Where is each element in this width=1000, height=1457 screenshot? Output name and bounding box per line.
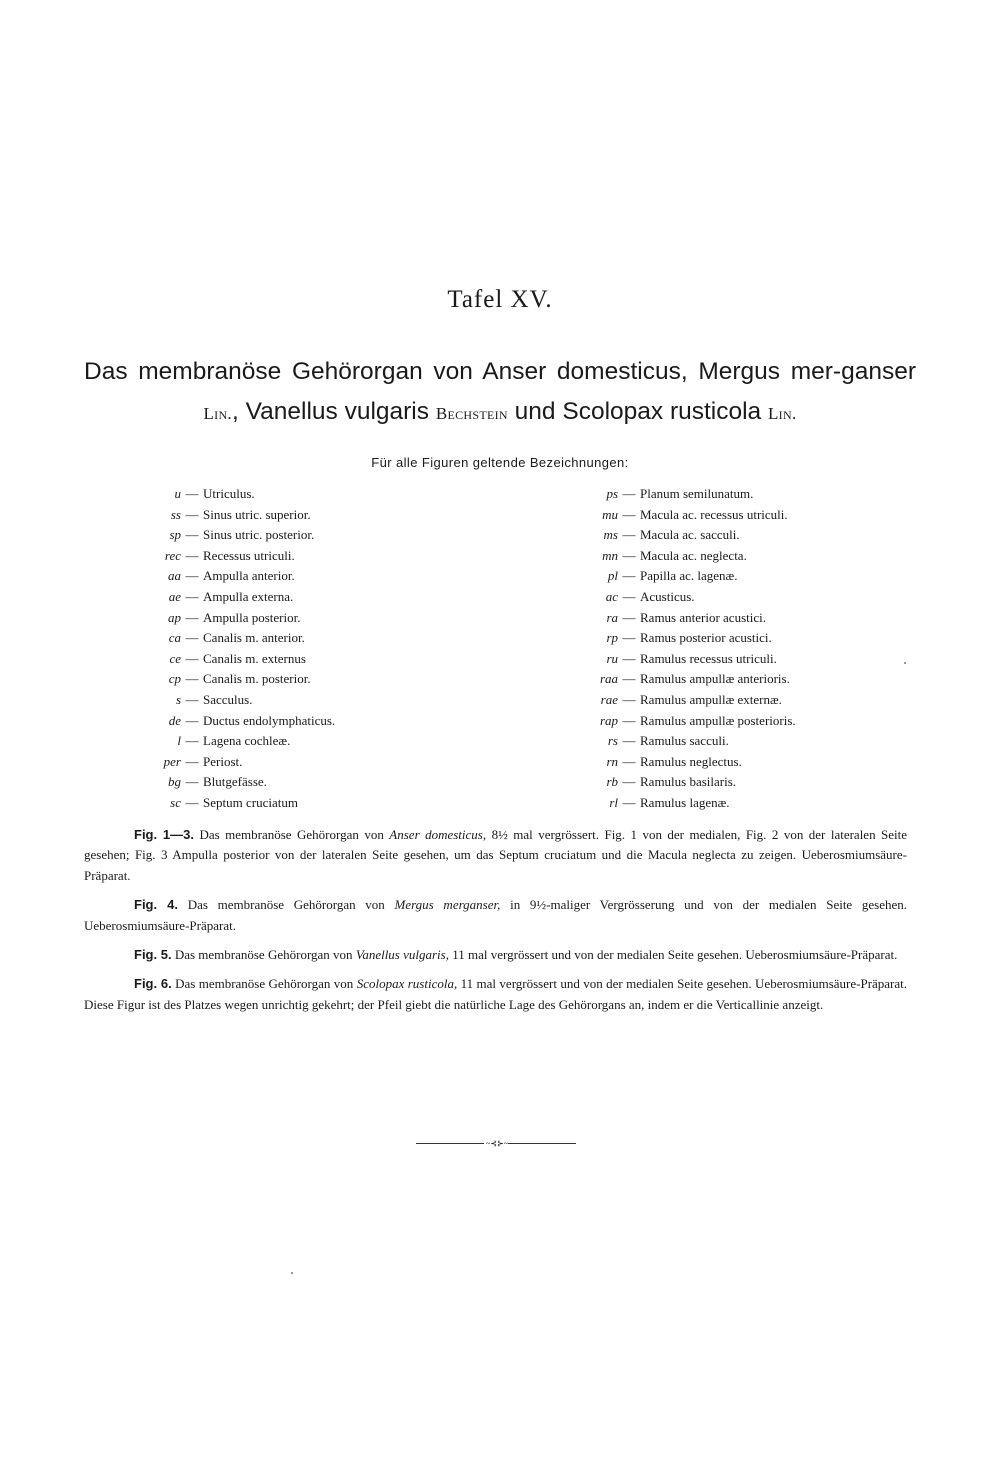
legend-dash: — xyxy=(185,691,199,707)
legend-dash: — xyxy=(622,671,636,687)
legend-dash: — xyxy=(185,588,199,604)
legend-abbr: mu xyxy=(602,506,618,522)
legend-text: Macula ac. neglecta. xyxy=(640,547,747,563)
ornament-line-left xyxy=(416,1143,484,1144)
caption-species: Mergus merganser, xyxy=(394,897,501,913)
caption-species: Scolopax rusticola, xyxy=(356,976,458,992)
legend-abbr: s xyxy=(175,691,181,707)
legend-dash: — xyxy=(185,609,199,625)
legend-abbr: pl xyxy=(607,568,618,584)
legend-dash: — xyxy=(622,794,636,810)
legend-dash: — xyxy=(622,650,636,666)
legend-dash: — xyxy=(622,588,636,604)
figure-captions xyxy=(84,825,907,1024)
legend-abbr: rl xyxy=(609,794,618,810)
end-ornament xyxy=(416,1140,576,1148)
ornament-line-right xyxy=(508,1143,576,1144)
legend-row xyxy=(540,692,900,713)
legend-abbr: aa xyxy=(168,568,181,584)
legend-text: Ductus endolymphaticus. xyxy=(203,712,336,728)
caption-fig-4 xyxy=(84,895,907,936)
legend-abbr: sc xyxy=(170,794,181,810)
caption-species: Anser domesticus, xyxy=(389,827,487,842)
caption-species: Vanellus vulgaris, xyxy=(355,947,449,963)
legend-abbr: rae xyxy=(600,691,618,707)
caption-fig-6 xyxy=(84,974,907,1015)
legend-dash: — xyxy=(185,712,199,728)
legend-row xyxy=(120,733,440,754)
caption-label: Fig. 4. xyxy=(134,897,179,913)
legend-text: Ramus posterior acustici. xyxy=(640,630,772,646)
legend-text: Sinus utric. superior. xyxy=(203,506,311,522)
legend-row xyxy=(540,527,900,548)
legend-row xyxy=(120,630,440,651)
legend-abbr: rn xyxy=(606,753,618,769)
legend-dash: — xyxy=(622,691,636,707)
legend-text: Macula ac. sacculi. xyxy=(640,527,740,543)
legend-row xyxy=(120,754,440,775)
legend-abbr: rs xyxy=(607,733,618,749)
legend-dash: — xyxy=(185,630,199,646)
plate-heading xyxy=(84,352,916,434)
caption-label: Fig. 6. xyxy=(134,976,172,992)
print-speck xyxy=(904,662,906,664)
print-speck xyxy=(291,1272,293,1274)
legend-row xyxy=(120,713,440,734)
legend-abbr: ca xyxy=(168,630,181,646)
legend-abbr: ms xyxy=(603,527,618,543)
legend-abbr: mn xyxy=(602,547,618,563)
legend-abbr: u xyxy=(174,486,181,501)
legend-row xyxy=(540,671,900,692)
legend-abbr: ae xyxy=(168,588,181,604)
legend-row xyxy=(540,589,900,610)
legend-dash: — xyxy=(185,547,199,563)
legend-row xyxy=(120,568,440,589)
legend-dash: — xyxy=(622,712,636,728)
legend-abbr: l xyxy=(177,733,181,749)
ornament-flourish: ~⊰⊱~ xyxy=(486,1139,509,1148)
legend-dash: — xyxy=(185,568,199,584)
legend-row xyxy=(120,507,440,528)
legend-row xyxy=(540,568,900,589)
legend-row xyxy=(120,486,440,507)
legend-row xyxy=(120,610,440,631)
legend-abbr: rec xyxy=(164,547,181,563)
legend-text: Septum cruciatum xyxy=(203,794,298,810)
legend-abbr: cp xyxy=(168,671,181,687)
legend-text: Acusticus. xyxy=(640,588,695,604)
legend-row xyxy=(540,754,900,775)
legend-dash: — xyxy=(185,774,199,790)
heading-author-2: Bechstein xyxy=(435,404,508,423)
heading-author-1: Lin. xyxy=(203,404,232,423)
legend-abbr: sp xyxy=(169,527,181,543)
legend-dash: — xyxy=(622,568,636,584)
legend-row xyxy=(540,795,900,816)
legend-text: Papilla ac. lagenæ. xyxy=(640,568,738,584)
legend-dash: — xyxy=(622,486,636,501)
legend-dash: — xyxy=(185,733,199,749)
legend-dash: — xyxy=(622,609,636,625)
legend-dash: — xyxy=(622,506,636,522)
legend-text: Periost. xyxy=(203,753,243,769)
legend-row xyxy=(540,507,900,528)
legend-dash: — xyxy=(185,486,199,501)
legend-abbr: rp xyxy=(606,630,618,646)
heading-text-1: Das membranöse Gehörorgan von Anser domesticus, Mergus mer-ganser xyxy=(84,358,916,385)
legend-abbr: rap xyxy=(599,712,618,728)
legend-dash: — xyxy=(622,527,636,543)
legend-text: Ramulus neglectus. xyxy=(640,753,742,769)
caption-text-pre: Das membranöse Gehörorgan von xyxy=(175,976,354,992)
plate-title: Tafel XV. xyxy=(447,286,553,313)
legend-abbr: ce xyxy=(169,650,181,666)
caption-label: Fig. 1—3. xyxy=(134,827,194,842)
legend-text: Ampulla anterior. xyxy=(203,568,295,584)
legend-text: Lagena cochleæ. xyxy=(203,733,291,749)
caption-label: Fig. 5. xyxy=(134,947,172,963)
legend-text: Ampulla externa. xyxy=(203,588,294,604)
caption-text-pre: Das membranöse Gehörorgan von xyxy=(174,947,353,963)
legend-abbr: ru xyxy=(606,650,618,666)
legend-row xyxy=(540,733,900,754)
legend-abbr: ac xyxy=(605,588,618,604)
legend-text: Ramulus ampullæ externæ. xyxy=(640,691,782,707)
legend-abbr: rb xyxy=(606,774,618,790)
legend-text: Canalis m. anterior. xyxy=(203,630,305,646)
legend-dash: — xyxy=(622,753,636,769)
legend-dash: — xyxy=(622,774,636,790)
legend-dash: — xyxy=(185,753,199,769)
legend-row xyxy=(540,630,900,651)
legend-row xyxy=(120,589,440,610)
legend-text: Blutgefässe. xyxy=(203,774,267,790)
legend-text: Sacculus. xyxy=(203,691,253,707)
legend-text: Ramulus sacculi. xyxy=(640,733,729,749)
legend-text: Canalis m. posterior. xyxy=(203,671,311,687)
legend-row xyxy=(120,795,440,816)
legend-dash: — xyxy=(185,527,199,543)
legend-dash: — xyxy=(185,794,199,810)
caption-text-post: 11 mal vergrössert und von der medialen Seite gesehen. Ueberosmiumsäure-Präparat. Diese Figur ist des Platzes wegen unrichtig gekehrt; der Pfeil giebt die natürliche Lage des Gehörorgans an, indem er die Verticallinie anzeigt. xyxy=(84,976,908,1012)
caption-fig-5 xyxy=(84,945,907,965)
legend-row xyxy=(540,651,900,672)
legend-title: Für alle Figuren geltende Bezeichnungen: xyxy=(371,455,629,470)
legend-dash: — xyxy=(622,733,636,749)
legend-text: Ramulus ampullæ posterioris. xyxy=(640,712,796,728)
legend-row xyxy=(120,671,440,692)
legend-dash: — xyxy=(622,630,636,646)
legend-right-column xyxy=(540,486,900,816)
legend-abbr: bg xyxy=(168,774,181,790)
legend-abbr: ps xyxy=(606,486,618,501)
heading-text-3: und Scolopax rusticola xyxy=(514,398,762,425)
legend-dash: — xyxy=(185,506,199,522)
caption-text-pre: Das membranöse Gehörorgan von xyxy=(199,827,384,842)
legend-row xyxy=(120,774,440,795)
legend-text: Macula ac. recessus utriculi. xyxy=(640,506,788,522)
legend-row xyxy=(120,692,440,713)
legend-abbr: ra xyxy=(606,609,618,625)
heading-author-3: Lin. xyxy=(768,404,797,423)
legend-row xyxy=(120,527,440,548)
legend-left-column xyxy=(120,486,440,816)
legend-abbr: ss xyxy=(170,506,181,522)
legend-abbr: raa xyxy=(599,671,618,687)
legend-text: Ramulus lagenæ. xyxy=(640,794,730,810)
legend-row xyxy=(540,713,900,734)
legend-text: Ramus anterior acustici. xyxy=(640,609,766,625)
legend-text: Ramulus recessus utriculi. xyxy=(640,650,777,666)
legend-text: Canalis m. externus xyxy=(203,650,306,666)
legend-text: Ampulla posterior. xyxy=(203,609,301,625)
caption-text-post: 11 mal vergrössert und von der medialen Seite gesehen. Ueberosmiumsäure-Präparat. xyxy=(452,947,898,963)
legend-row xyxy=(540,774,900,795)
legend-dash: — xyxy=(622,547,636,563)
legend-text: Planum semilunatum. xyxy=(640,486,754,501)
legend-dash: — xyxy=(185,650,199,666)
caption-text-post: in 9½-maliger Vergrösserung und von der medialen Seite gesehen. Ueberosmiumsäure-Präparat. xyxy=(84,897,908,933)
legend-row xyxy=(540,486,900,507)
legend-text: Ramulus basilaris. xyxy=(640,774,737,790)
legend-abbr: per xyxy=(163,753,181,769)
caption-fig-1-3 xyxy=(84,825,907,886)
heading-text-2: , Vanellus vulgaris xyxy=(231,398,429,425)
legend-text: Sinus utric. posterior. xyxy=(203,527,315,543)
caption-text-post: 8½ mal vergrössert. Fig. 1 von der medialen, Fig. 2 von der lateralen Seite gesehen; Fig. 3 Ampulla posterior von der lateralen Seite gesehen, um das Septum cruciatum und die Macula neglecta zu zeigen. Ueberosmiumsäure-Präparat. xyxy=(84,827,908,883)
legend-abbr: de xyxy=(168,712,181,728)
legend-row xyxy=(540,610,900,631)
legend-abbr: ap xyxy=(168,609,181,625)
legend-dash: — xyxy=(185,671,199,687)
legend-row xyxy=(120,548,440,569)
legend-row xyxy=(120,651,440,672)
legend-text: Ramulus ampullæ anterioris. xyxy=(640,671,790,687)
legend-text: Recessus utriculi. xyxy=(203,547,295,563)
legend-text: Utriculus. xyxy=(203,486,255,501)
caption-text-pre: Das membranöse Gehörorgan von xyxy=(187,897,385,913)
legend-row xyxy=(540,548,900,569)
